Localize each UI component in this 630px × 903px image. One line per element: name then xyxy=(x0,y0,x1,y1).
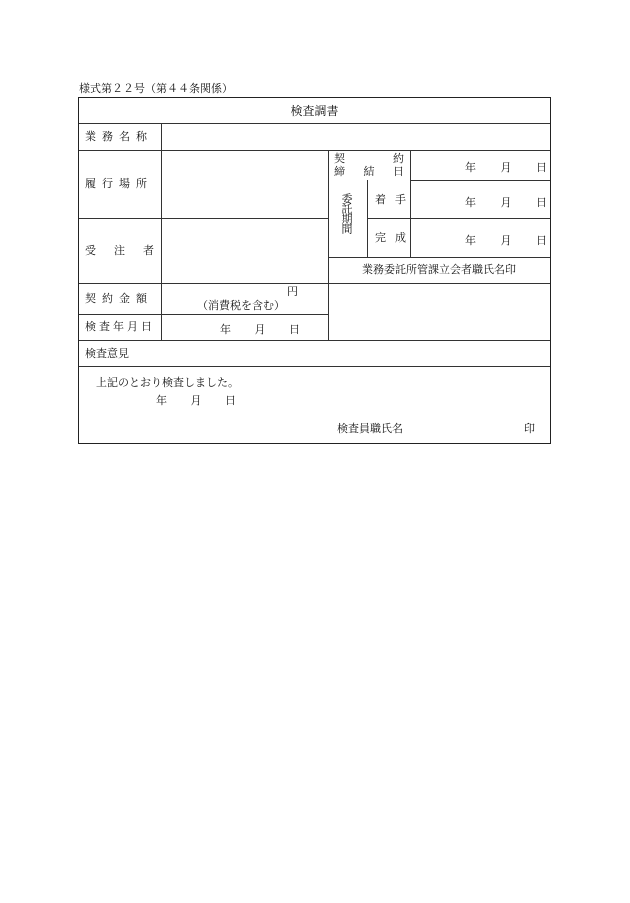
row-divider-work-name xyxy=(79,150,550,151)
day-label: 日 xyxy=(536,234,547,247)
year-label: 年 xyxy=(465,234,476,247)
contract-date-label-top xyxy=(334,153,404,164)
row-divider-contractor xyxy=(79,283,550,284)
witness-label: 業務委託所管課立会者職氏名印 xyxy=(362,263,516,276)
year-label: 年 xyxy=(220,323,231,336)
contractor-label: 受注者 xyxy=(85,244,172,257)
contract-date-char-5: 日 xyxy=(393,165,404,178)
finish-label: 完成 xyxy=(375,231,415,244)
month-label: 月 xyxy=(190,394,202,407)
row-divider-contract-date xyxy=(410,180,550,181)
table-title: 検査調書 xyxy=(290,104,339,118)
finish-date-field xyxy=(465,232,547,248)
inspection-date-field xyxy=(220,321,300,337)
location-label: 履行場所 xyxy=(85,177,153,190)
day-label: 日 xyxy=(536,196,547,209)
col-divider-right-block xyxy=(328,150,329,340)
start-label: 着手 xyxy=(375,193,415,206)
year-label: 年 xyxy=(465,161,476,174)
inspection-opinion-label: 検査意見 xyxy=(85,347,129,360)
row-divider-opinion xyxy=(79,366,550,367)
col-divider-period xyxy=(367,180,368,257)
year-label: 年 xyxy=(156,394,167,407)
row-divider-location xyxy=(79,218,328,219)
day-label: 日 xyxy=(536,161,547,174)
row-divider-inspection-date xyxy=(79,340,550,341)
day-label: 日 xyxy=(225,394,236,407)
amount-tax-note: （消費税を含む） xyxy=(197,299,285,312)
start-date-field xyxy=(465,194,547,210)
inspection-report-table xyxy=(78,97,551,444)
contract-date-char-4: 結 xyxy=(363,165,375,178)
inspector-label: 検査員職氏名 xyxy=(337,422,403,435)
opinion-date-field xyxy=(156,392,236,408)
row-divider-title xyxy=(79,123,550,124)
work-name-label: 業務名称 xyxy=(85,130,153,143)
inspection-date-label: 検査年月日 xyxy=(85,320,155,333)
row-divider-start xyxy=(367,218,550,219)
amount-unit: 円 xyxy=(287,285,298,298)
month-label: 月 xyxy=(254,323,266,336)
contract-amount-label: 契約金額 xyxy=(85,292,153,305)
contract-date-char-1: 契 xyxy=(334,152,345,165)
month-label: 月 xyxy=(500,234,512,247)
year-label: 年 xyxy=(465,196,476,209)
seal-mark: 印 xyxy=(524,422,535,435)
contract-date-char-3: 締 xyxy=(334,165,345,178)
day-label: 日 xyxy=(289,323,300,336)
row-divider-period xyxy=(328,257,550,258)
opinion-text: 上記のとおり検査しました。 xyxy=(96,376,239,389)
month-label: 月 xyxy=(500,161,512,174)
month-label: 月 xyxy=(500,196,512,209)
form-number-label: 様式第２２号（第４４条関係） xyxy=(79,82,233,95)
row-divider-amount xyxy=(79,314,328,315)
contract-date-field xyxy=(465,159,547,175)
period-label: 委託期間 xyxy=(340,193,353,233)
col-divider-labels xyxy=(161,123,162,340)
contract-date-label-bottom xyxy=(334,166,404,177)
contract-date-char-2: 約 xyxy=(393,152,404,165)
